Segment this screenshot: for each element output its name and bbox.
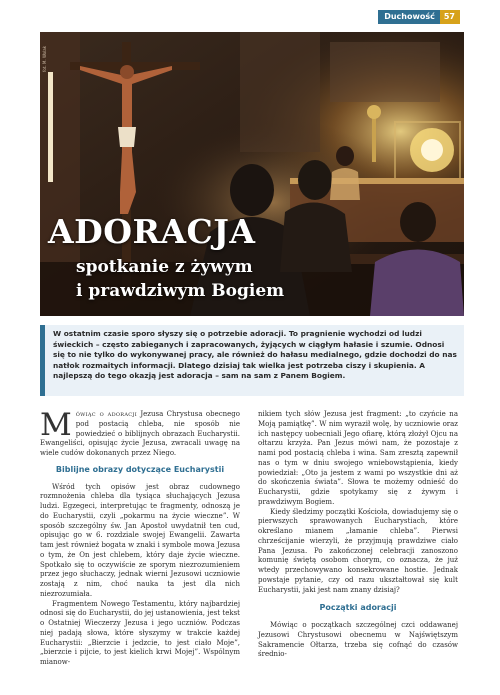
- paragraph: Wśród tych opisów jest obraz cudownego rozmnożenia chleba dla tysiąca słuchających Jezusa ludzi. Egzegeci, interpretując te fragmenty, odnoszą je do Eucharystii, czyli „pokarmu na życie wieczne”. W sposób szczególny św. Jan Apostoł uwydatnił ten cud, opisując go w 6. rozdziale swojej Ewangelii. Zawarta tam jest również bogata w znaki i symbole mowa Jezusa o tym, że On jest chlebem, który daje życie wieczne. Spotkało się to oczywiście ze sporym niezrozumieniem przez jego słuchaczy, jednak wierni Jezusowi uczniowie zostają z nim, choć nauka ta jest dla nich niezrozumiała.: [40, 482, 240, 598]
- paragraph: Kiedy śledzimy początki Kościoła, dowiadujemy się o pierwszych sprawowanych Eucharystiach, które określano mianem „łamanie chleba”. Pierwsi chrześcijanie wierzyli, że przyjmują prawdziwe ciało Pana Jezusa. Po zakończonej celebracji zanoszono komunię świętą osobom chorym, co oznacza, że już wtedy przechowywano konsekrowane hostie. Jednak powstaje pytanie, czy od razu ukształtował się kult Eucharystii, jaki jest nam znany dzisiaj?: [258, 507, 458, 594]
- article-column-right: [258, 410, 458, 660]
- subtitle-line-1: spotkanie z żywym: [76, 257, 253, 277]
- section-label: Duchowość: [378, 10, 440, 24]
- paragraph: Mówiąc o początkach szczególnej czci oddawanej Jezusowi Chrystusowi obecnemu w Najświętszym Sakramencie Ołtarza, trzeba się cofnąć do czasów średnio-: [258, 621, 458, 659]
- article-title: ADORACJA: [48, 212, 256, 251]
- paragraph: nikiem tych słów Jezusa jest fragment: „to czyńcie na Moją pamiątkę”. W nim wyraził wolę, by uczniowie oraz ich następcy uobecniali Jego ofiarę, którą złożył Ojcu na ołtarzu krzyża. Pan Jezus mówi nam, że pozostaje z nami pod postacią chleba i wina. Sam zresztą zapewnił nas o tym w dniu swojego wniebowstąpienia, kiedy powiedział: „Oto ja jestem z wami po wszystkie dni aż do skończenia świata”. Słowa te możemy odnieść do Eucharystii, gdzie spotykamy się z żywym i prawdziwym Bogiem.: [258, 410, 458, 506]
- intro-smallcaps: ówiąc o adoracji: [75, 410, 137, 418]
- intro-paragraph: [40, 407, 240, 459]
- article-subtitle: [76, 255, 284, 303]
- section-tab: [378, 10, 460, 24]
- article-column-left: [40, 407, 240, 668]
- intro-text: Jezusa Chrystusa obecnego pod postacią chleba, nie sposób nie powiedzieć o biblijnych obrazach Eucharystii. Ewangeliści, opisując życie Jezusa, zwracali uwagę na wiele cudów dokonanych przez Niego.: [40, 410, 240, 457]
- drop-cap: M: [40, 407, 72, 443]
- page-number: 57: [440, 10, 460, 24]
- lead-paragraph: W ostatnim czasie sporo słyszy się o potrzebie adoracji. To pragnienie wychodzi od ludzi świeckich – często zabieganych i zapracowanych, żyjących w ciągłym hałasie i szumie. Odnosi się to nie tylko do wykonywanej pracy, ale również do hałasu medialnego, gdzie dochodzi do nas natłok rozmaitych informacji. Dlatego dzisiaj tak wielka jest potrzeba ciszy i skupienia. A najlepszą do tego okazją jest adoracja – sam na sam z Panem Bogiem.: [40, 325, 464, 396]
- photo-credit: fot. M. Wolak: [42, 45, 47, 72]
- paragraph: Fragmentem Nowego Testamentu, który najbardziej odnosi się do Eucharystii, do jej ustanowienia, jest tekst o Ostatniej Wieczerzy Jezusa i jego uczniów. Podczas niej padają słowa, które słyszymy w trakcie każdej Eucharystii: „Bierzcie i jedzcie, to jest ciało Moje”, „bierzcie i pijcie, to jest kielich krwi Mojej”. Wspólnym mianow-: [40, 599, 240, 666]
- subheading-adoration-origins: Początki adoracji: [319, 603, 397, 613]
- subheading-biblical-images: Biblijne obrazy dotyczące Eucharystii: [55, 464, 225, 474]
- subtitle-line-2: i prawdziwym Bogiem: [76, 281, 285, 301]
